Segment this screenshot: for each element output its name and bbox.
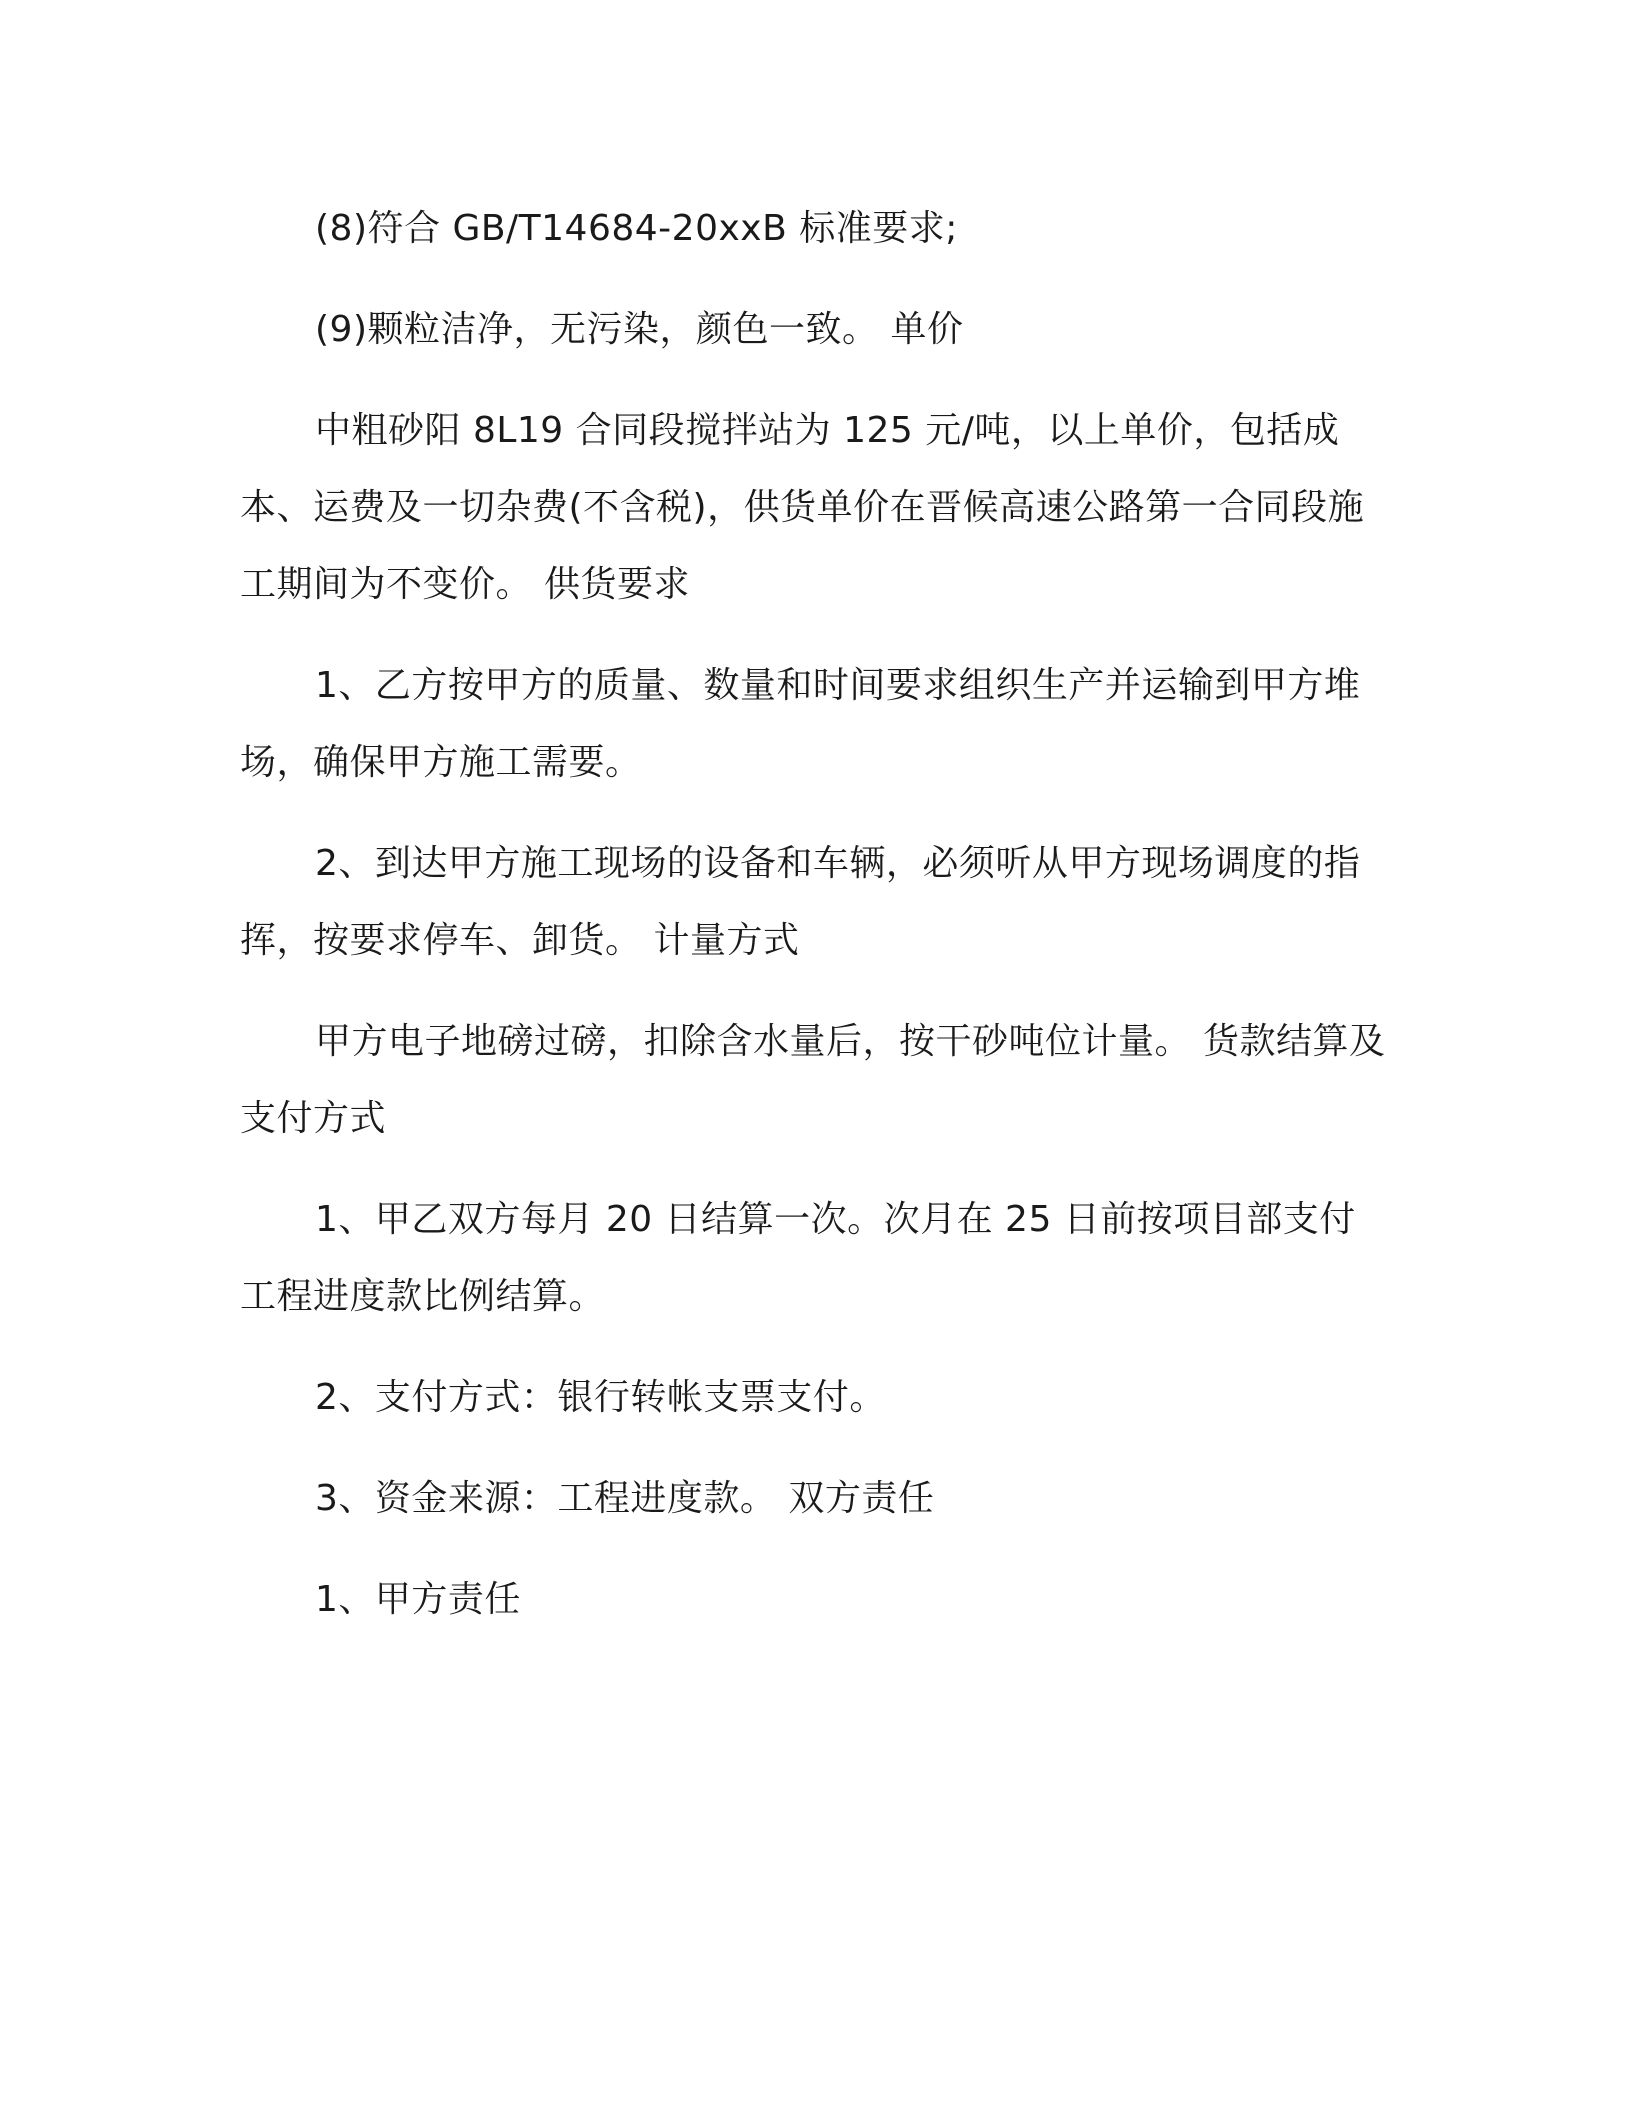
document-body [240,190,1390,1662]
paragraph-standard-requirement: (8)符合 GB/T14684-20xxB 标准要求; [315,208,958,249]
paragraph-unit-price: 中粗砂阳 8L19 合同段搅拌站为 125 元/吨，以上单价，包括成本、运费及一切杂费(不含税)，供货单价在晋候高速公路第一合同段施工期间为不变价。 供货要求 [240,410,1365,605]
paragraph-particle-cleanliness: (9)颗粒洁净，无污染，颜色一致。 单价 [315,309,964,350]
paragraph-settlement: 1、甲乙双方每月 20 日结算一次。次月在 25 日前按项目部支付工程进度款比例结算。 [240,1199,1356,1317]
paragraph-payment-method: 2、支付方式：银行转帐支票支付。 [315,1377,886,1418]
paragraph-fund-source: 3、资金来源：工程进度款。 双方责任 [315,1478,935,1519]
paragraph-party-a-responsibility: 1、甲方责任 [315,1579,521,1620]
paragraph-measurement: 甲方电子地磅过磅，扣除含水量后，按干砂吨位计量。 货款结算及支付方式 [240,1021,1386,1139]
paragraph-supply-vehicles: 2、到达甲方施工现场的设备和车辆，必须听从甲方现场调度的指挥，按要求停车、卸货。 计量方式 [240,843,1361,961]
paragraph-supply-production: 1、乙方按甲方的质量、数量和时间要求组织生产并运输到甲方堆场，确保甲方施工需要。 [240,665,1361,783]
